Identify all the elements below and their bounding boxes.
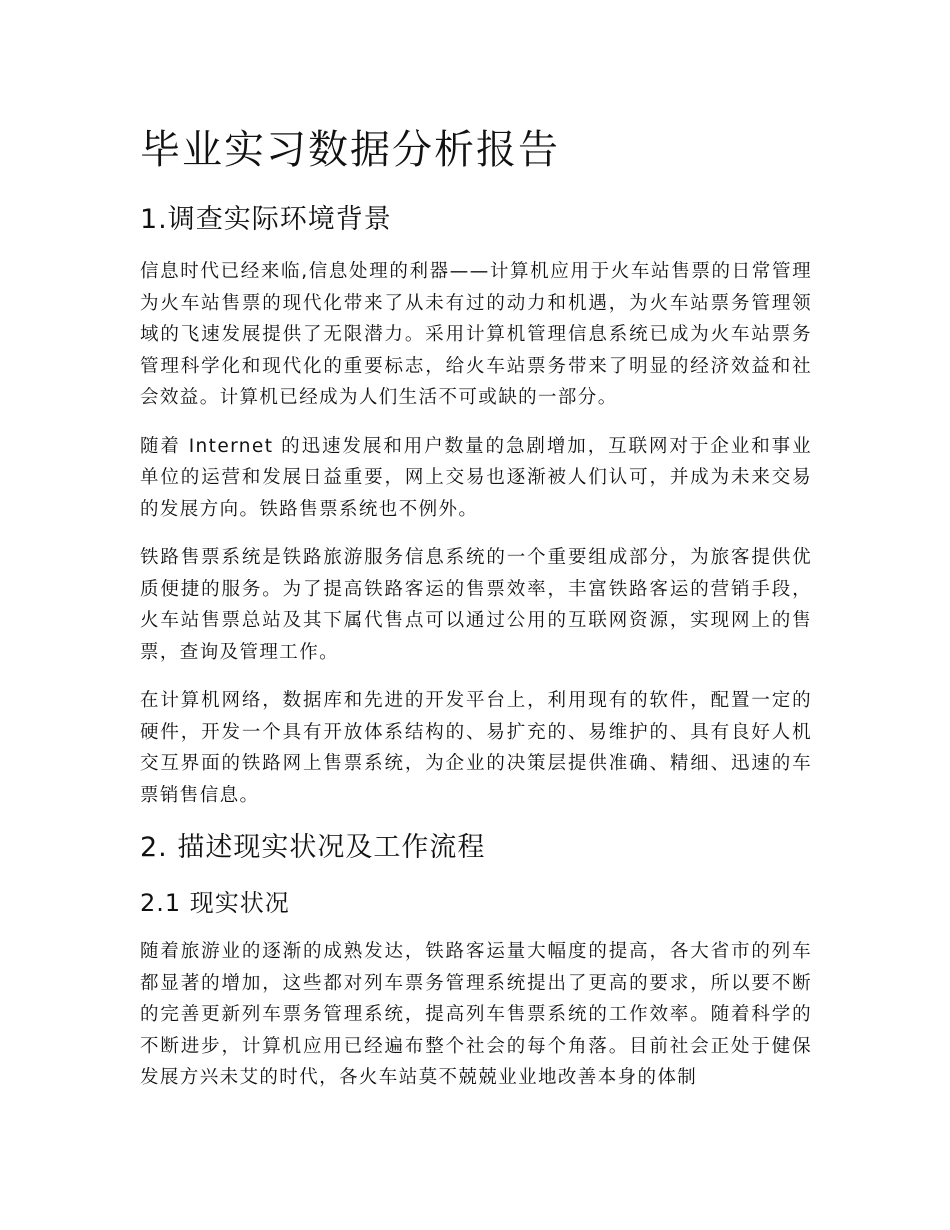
paragraph: 随着 Internet 的迅速发展和用户数量的急剧增加，互联网对于企业和事业单位的运营和发展日益重要，网上交易也逐渐被人们认可，并成为未来交易的发展方向。铁路售票系统也不例外。: [140, 435, 812, 520]
document-body: [140, 118, 812, 1094]
paragraph: 随着旅游业的逐渐的成熟发达，铁路客运量大幅度的提高，各大省市的列车都显著的增加，这些都对列车票务管理系统提出了更高的要求，所以要不断的完善更新列车票务管理系统，提高列车售票系统的工作效率。随着科学的不断进步，计算机应用已经遍布整个社会的每个角落。目前社会正处于健保发展方兴未艾的时代，各火车站莫不兢兢业业地改善本身的体制: [140, 941, 812, 1088]
page-title: 毕业实习数据分析报告: [140, 127, 560, 173]
paragraph: 在计算机网络，数据库和先进的开发平台上，利用现有的软件，配置一定的硬件，开发一个具有开放体系结构的、易扩充的、易维护的、具有良好人机交互界面的铁路网上售票系统，为企业的决策层提供准确、精细、迅速的车票销售信息。: [140, 690, 812, 806]
section-heading-1: 1.调查实际环境背景: [140, 204, 392, 235]
subsection-heading-2-1: 2.1 现实状况: [140, 889, 290, 917]
paragraph: 铁路售票系统是铁路旅游服务信息系统的一个重要组成部分，为旅客提供优质便捷的服务。为了提高铁路客运的售票效率，丰富铁路客运的营销手段，火车站售票总站及其下属代售点可以通过公用的互联网资源，实现网上的售票，查询及管理工作。: [140, 547, 812, 663]
paragraph: 信息时代已经来临,信息处理的利器——计算机应用于火车站售票的日常管理为火车站售票的现代化带来了从未有过的动力和机遇，为火车站票务管理领域的飞速发展提供了无限潜力。采用计算机管理信息系统已成为火车站票务管理科学化和现代化的重要标志，给火车站票务带来了明显的经济效益和社会效益。计算机已经成为人们生活不可或缺的一部分。: [140, 261, 812, 408]
section-heading-2: 2. 描述现实状况及工作流程: [140, 832, 486, 863]
